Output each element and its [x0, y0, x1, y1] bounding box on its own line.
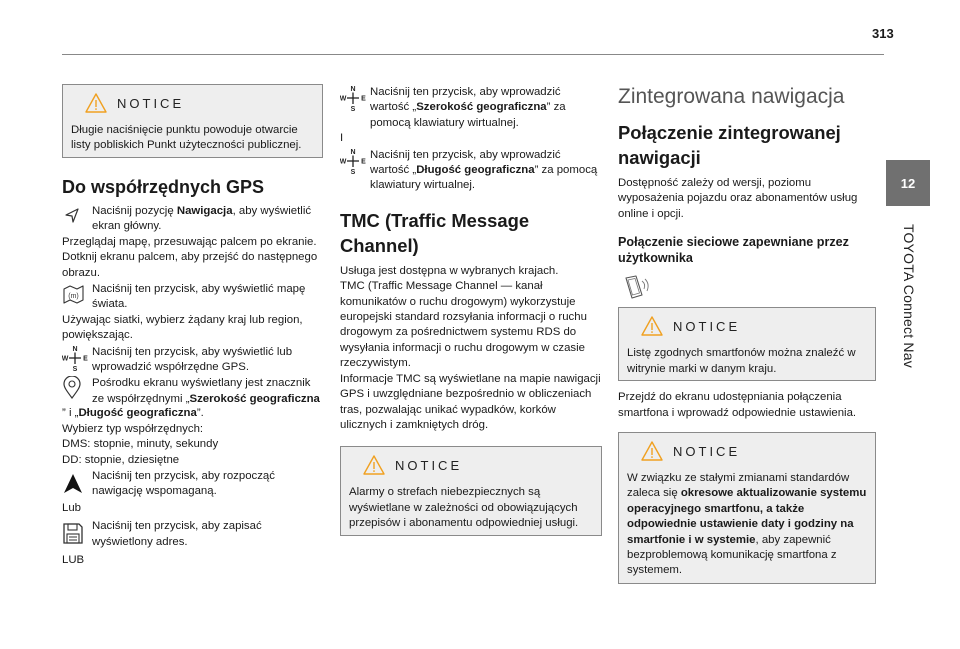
compass-icon [62, 344, 88, 372]
notice-title: NOTICE [117, 95, 185, 111]
svg-text:N: N [72, 345, 78, 353]
paragraph: Używając siatki, wybierz żądany kraj lub region, powiększając. [62, 313, 303, 342]
notice-title: NOTICE [673, 443, 741, 459]
top-rule [62, 54, 884, 55]
instruction-text: Naciśnij ten przycisk, aby wyświetlić lub wprowadzić współrzędne GPS. [92, 345, 293, 374]
notice-title: NOTICE [395, 457, 463, 473]
paragraph: LUB [62, 553, 85, 566]
section-heading: Połączenie zintegrowanej nawigacji [618, 122, 841, 168]
notice-text: Alarmy o strefach niebezpiecznych są wyświetlane w zależności od obowiązujących przepisów i abonamentu odpowiedniej usługi. [349, 486, 579, 530]
svg-text:E: E [83, 355, 88, 363]
svg-text:N: N [350, 148, 356, 156]
paragraph: TMC (Traffic Message Channel — kanał komunikatów o ruchu drogowym) wykorzystuje europejski standard rozsyłania informacji o ruchu drogowym za pośrednictwem systemu RDS do wysyłania informacji o ruchu drogowym w czasie rzeczywistym. [340, 280, 587, 370]
column-2 [340, 84, 602, 536]
svg-text:S: S [350, 168, 356, 175]
svg-text:N: N [350, 86, 356, 93]
notice-box [618, 432, 876, 584]
notice-box [340, 446, 602, 536]
notice-text: Listę zgodnych smartfonów można znaleźć w witrynie marki w danym kraju. [627, 347, 856, 375]
notice-title: NOTICE [673, 318, 741, 334]
svg-text:W: W [340, 95, 347, 103]
svg-text:E: E [361, 158, 366, 166]
instruction-row [62, 518, 323, 550]
notice-text: W związku ze stałymi zmianami standardów zaleca się okresowe aktualizowanie systemu operacyjnego smartfonu, a także odpowiednie ustawienie daty i godziny na smartfonie i w systemie, aby zapewnić bezproblemową komunikację smartfona z systemem. [627, 472, 867, 577]
warning-icon [641, 441, 663, 461]
svg-text:E: E [361, 95, 366, 103]
paragraph: Dostępność zależy od wersji, poziomu wyposażenia pojazdu oraz abonamentów usług online i opcji. [618, 177, 858, 220]
svg-text:S: S [72, 365, 78, 372]
instruction-text: Naciśnij pozycję Nawigacja, aby wyświetlić ekran główny. [92, 205, 312, 233]
instruction-row [62, 344, 323, 376]
instruction-text: Naciśnij ten przycisk, aby wprowadzić wartość „Szerokość geograficzna” za pomocą klawiatury wirtualnej. [370, 86, 566, 129]
chapter-number: 12 [886, 160, 930, 206]
paragraph: Informacje TMC są wyświetlane na mapie nawigacji GPS i uwzględniane bezpośrednio w obliczeniach tras, pozwalając unikać wypadków, korków ulicznych i zamkniętych dróg. [340, 372, 601, 431]
instruction-text: Naciśnij ten przycisk, aby wprowadzić wartość „Długość geograficzna” za pomocą klawiatury wirtualnej. [370, 148, 598, 192]
notice-box [618, 307, 876, 381]
section-heading: TMC (Traffic Message Channel) [340, 209, 530, 256]
column-1 [62, 84, 323, 568]
compass-icon [340, 84, 366, 112]
separator-text: I [340, 132, 344, 145]
instruction-text: Naciśnij ten przycisk, aby zapisać wyświetlony adres. [92, 520, 262, 548]
notice-box [62, 84, 323, 158]
instruction-text: Pośrodku ekranu wyświetlany jest znacznik ze współrzędnymi „Szerokość geograficzna [92, 377, 320, 405]
chapter-tab [886, 160, 930, 562]
instruction-row [62, 281, 323, 313]
paragraph: Przejdź do ekranu udostępniania połączenia smartfona i wprowadź odpowiednie ustawienia. [618, 391, 857, 419]
world-map-icon [62, 283, 86, 305]
save-icon [62, 522, 84, 546]
instruction-text: Naciśnij ten przycisk, aby wyświetlić mapę świata. [92, 283, 306, 311]
subsection-heading: Połączenie sieciowe zapewniane przez użytkownika [618, 235, 849, 266]
paragraph: Usługa jest dostępna w wybranych krajach. [340, 264, 559, 277]
page-number: 313 [872, 26, 894, 41]
section-heading: Do współrzędnych GPS [62, 177, 265, 197]
paragraph: DD: stopnie, dziesiętne [62, 453, 180, 466]
warning-icon [85, 93, 107, 113]
instruction-row [62, 203, 323, 235]
svg-text:W: W [340, 158, 347, 166]
svg-text:(m): (m) [68, 293, 79, 301]
instruction-row [340, 84, 602, 131]
instruction-row [62, 468, 323, 500]
warning-icon [641, 316, 663, 336]
instruction-text: Naciśnij ten przycisk, aby rozpocząć nawigację wspomaganą. [92, 469, 275, 498]
paragraph: Lub [62, 501, 82, 514]
paragraph: Przeglądaj mapę, przesuwając palcem po ekranie. [62, 235, 317, 248]
svg-text:S: S [350, 106, 356, 112]
paragraph: ” i „Długość geograficzna”. [62, 407, 204, 420]
instruction-row [62, 375, 323, 407]
svg-text:W: W [62, 355, 69, 363]
smartphone-icon [620, 275, 652, 301]
location-pin-icon [62, 376, 82, 400]
navigation-arrow-icon [62, 206, 82, 226]
chapter-title: TOYOTA Connect Nav [901, 224, 917, 368]
notice-text: Długie naciśnięcie punktu powoduje otwarcie listy pobliskich Punkt użyteczności publicznej. [71, 124, 302, 152]
compass-icon [340, 147, 366, 175]
paragraph: Dotknij ekranu palcem, aby przejść do następnego obrazu. [62, 251, 318, 279]
chapter-heading: Zintegrowana nawigacja [618, 85, 845, 108]
column-3 [618, 84, 876, 584]
paragraph: Wybierz typ współrzędnych: [62, 422, 204, 435]
navigation-start-icon [62, 472, 84, 496]
paragraph: DMS: stopnie, minuty, sekundy [62, 438, 219, 451]
warning-icon [363, 455, 385, 475]
instruction-row [340, 147, 602, 194]
